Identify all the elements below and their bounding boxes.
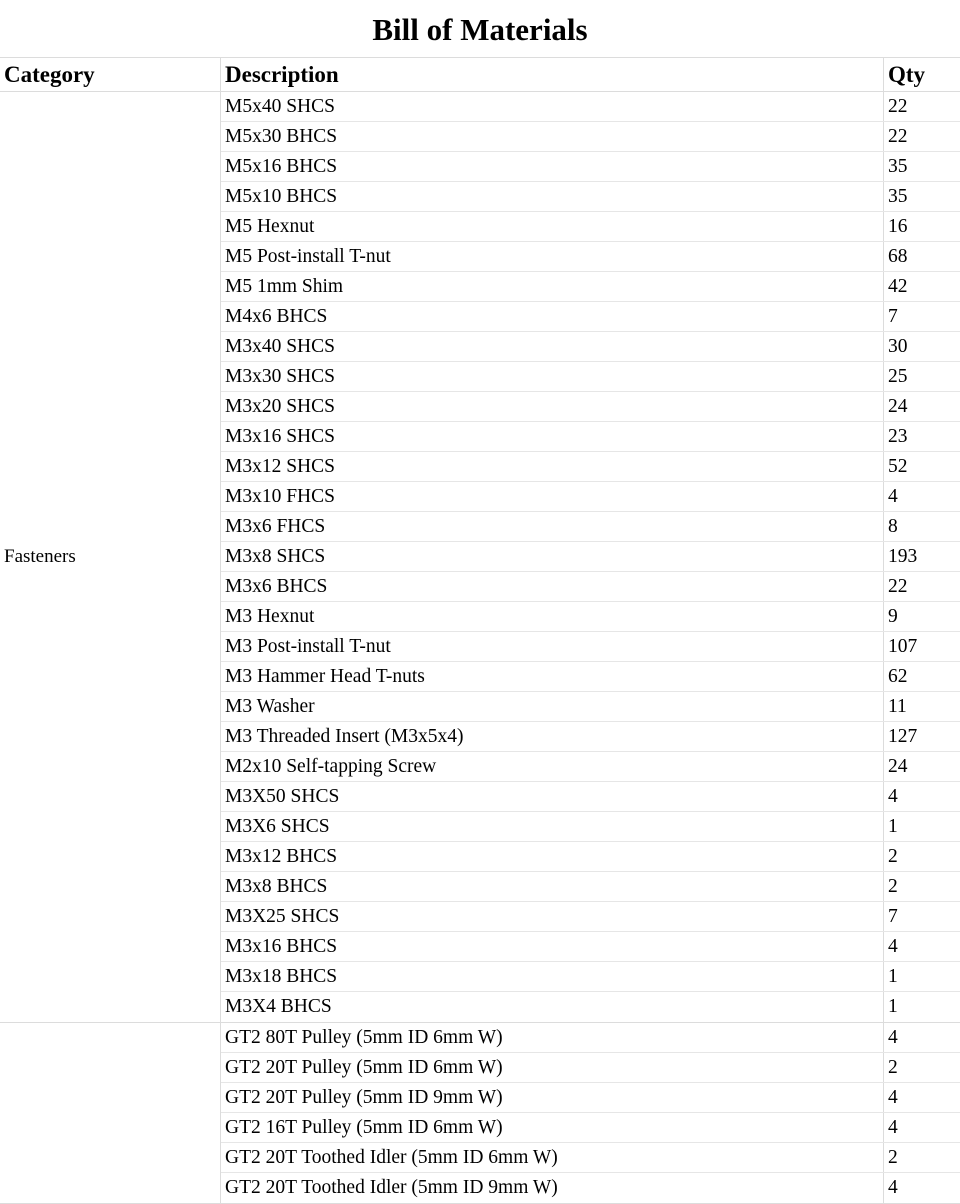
qty-cell[interactable]: 1 <box>888 966 898 987</box>
qty-cell[interactable]: 2 <box>888 846 898 867</box>
qty-cell[interactable]: 35 <box>888 186 908 207</box>
qty-cell[interactable]: 24 <box>888 756 908 777</box>
description-cell[interactable]: M5 1mm Shim <box>221 272 884 301</box>
group-rows <box>221 92 960 1022</box>
qty-cell[interactable]: 9 <box>888 606 898 627</box>
category-group <box>0 92 960 1023</box>
table-body <box>0 92 960 1204</box>
table-row <box>221 332 960 362</box>
table-row <box>221 182 960 212</box>
description-cell[interactable]: M3 Post-install T-nut <box>221 632 884 661</box>
qty-cell[interactable]: 42 <box>888 276 908 297</box>
description-cell[interactable]: GT2 20T Pulley (5mm ID 9mm W) <box>221 1083 884 1112</box>
description-cell[interactable]: M3x6 BHCS <box>221 572 884 601</box>
description-cell[interactable]: M3X4 BHCS <box>221 992 884 1022</box>
qty-cell[interactable]: 11 <box>888 696 907 717</box>
category-cell[interactable]: Fasteners <box>0 92 221 1022</box>
description-cell[interactable]: M5x30 BHCS <box>221 122 884 151</box>
description-cell[interactable]: M3x16 BHCS <box>221 932 884 961</box>
table-row <box>221 212 960 242</box>
description-cell[interactable]: GT2 20T Toothed Idler (5mm ID 9mm W) <box>221 1173 884 1203</box>
table-row <box>221 692 960 722</box>
description-cell[interactable]: M5x40 SHCS <box>221 92 884 121</box>
table-row <box>221 812 960 842</box>
description-cell[interactable]: M3x8 BHCS <box>221 872 884 901</box>
qty-cell[interactable]: 16 <box>888 216 908 237</box>
description-cell[interactable]: GT2 20T Pulley (5mm ID 6mm W) <box>221 1053 884 1082</box>
description-cell[interactable]: GT2 20T Toothed Idler (5mm ID 6mm W) <box>221 1143 884 1172</box>
table-row <box>221 632 960 662</box>
qty-cell[interactable]: 62 <box>888 666 908 687</box>
description-cell[interactable]: M5x10 BHCS <box>221 182 884 211</box>
table-row <box>221 422 960 452</box>
table-header <box>0 58 960 92</box>
qty-cell[interactable]: 127 <box>888 726 918 747</box>
description-cell[interactable]: M3x8 SHCS <box>221 542 884 571</box>
description-cell[interactable]: M3x12 BHCS <box>221 842 884 871</box>
table-row <box>221 512 960 542</box>
description-cell[interactable]: M3x30 SHCS <box>221 362 884 391</box>
table-row <box>221 1143 960 1173</box>
table-row <box>221 842 960 872</box>
qty-cell[interactable]: 4 <box>888 1117 898 1138</box>
description-cell[interactable]: M3 Washer <box>221 692 884 721</box>
qty-cell[interactable]: 4 <box>888 1027 898 1048</box>
description-cell[interactable]: M3x40 SHCS <box>221 332 884 361</box>
qty-cell[interactable]: 4 <box>888 1087 898 1108</box>
description-cell[interactable]: M3 Threaded Insert (M3x5x4) <box>221 722 884 751</box>
group-rows <box>221 1023 960 1203</box>
description-cell[interactable]: M3x18 BHCS <box>221 962 884 991</box>
qty-cell[interactable]: 8 <box>888 516 898 537</box>
table-row <box>221 752 960 782</box>
header-qty[interactable]: Qty <box>888 62 926 87</box>
table-row <box>221 1053 960 1083</box>
table-row <box>221 1023 960 1053</box>
table-row <box>221 1173 960 1203</box>
qty-cell[interactable]: 193 <box>888 546 918 567</box>
qty-cell[interactable]: 2 <box>888 1057 898 1078</box>
table-row <box>221 962 960 992</box>
table-row <box>221 482 960 512</box>
table-row <box>221 722 960 752</box>
description-cell[interactable]: GT2 16T Pulley (5mm ID 6mm W) <box>221 1113 884 1142</box>
page-title: Bill of Materials <box>372 11 588 47</box>
table-row <box>221 782 960 812</box>
qty-cell[interactable]: 35 <box>888 156 908 177</box>
description-cell[interactable]: M5 Hexnut <box>221 212 884 241</box>
description-cell[interactable]: M3 Hammer Head T-nuts <box>221 662 884 691</box>
description-cell[interactable]: M3x20 SHCS <box>221 392 884 421</box>
qty-cell[interactable]: 25 <box>888 366 908 387</box>
qty-cell[interactable]: 24 <box>888 396 908 417</box>
description-cell[interactable]: M3 Hexnut <box>221 602 884 631</box>
qty-cell[interactable]: 4 <box>888 936 898 957</box>
header-description[interactable]: Description <box>221 58 884 91</box>
description-cell[interactable]: GT2 80T Pulley (5mm ID 6mm W) <box>221 1023 884 1052</box>
qty-cell[interactable]: 4 <box>888 1177 898 1198</box>
table-row <box>221 242 960 272</box>
category-cell[interactable] <box>0 1023 221 1203</box>
qty-cell[interactable]: 22 <box>888 126 908 147</box>
table-row <box>221 872 960 902</box>
table-row <box>221 902 960 932</box>
table-row <box>221 92 960 122</box>
title-row <box>0 0 960 58</box>
table-row <box>221 662 960 692</box>
description-cell[interactable]: M2x10 Self-tapping Screw <box>221 752 884 781</box>
description-cell[interactable]: M4x6 BHCS <box>221 302 884 331</box>
qty-cell[interactable]: 52 <box>888 456 908 477</box>
qty-cell[interactable]: 2 <box>888 876 898 897</box>
qty-cell[interactable]: 4 <box>888 486 898 507</box>
header-category[interactable]: Category <box>0 58 221 91</box>
description-cell[interactable]: M5 Post-install T-nut <box>221 242 884 271</box>
table-row <box>221 362 960 392</box>
qty-cell[interactable]: 4 <box>888 786 898 807</box>
table-row <box>221 392 960 422</box>
table-row <box>221 542 960 572</box>
qty-cell[interactable]: 22 <box>888 576 908 597</box>
qty-cell[interactable]: 7 <box>888 906 898 927</box>
qty-cell[interactable]: 22 <box>888 96 908 117</box>
table-row <box>221 152 960 182</box>
qty-cell[interactable]: 30 <box>888 336 908 357</box>
table-row <box>221 272 960 302</box>
description-cell[interactable]: M3X25 SHCS <box>221 902 884 931</box>
table-row <box>221 302 960 332</box>
table-row <box>221 1083 960 1113</box>
description-cell[interactable]: M3X6 SHCS <box>221 812 884 841</box>
category-group <box>0 1023 960 1204</box>
table-row <box>221 992 960 1022</box>
description-cell[interactable]: M3x10 FHCS <box>221 482 884 511</box>
table-row <box>221 452 960 482</box>
table-row <box>221 932 960 962</box>
description-cell[interactable]: M3X50 SHCS <box>221 782 884 811</box>
table-row <box>221 602 960 632</box>
table-row <box>221 572 960 602</box>
table-row <box>221 122 960 152</box>
description-cell[interactable]: M3x12 SHCS <box>221 452 884 481</box>
qty-cell[interactable]: 23 <box>888 426 908 447</box>
description-cell[interactable]: M3x16 SHCS <box>221 422 884 451</box>
qty-cell[interactable]: 107 <box>888 636 918 657</box>
qty-cell[interactable]: 1 <box>888 996 898 1017</box>
qty-cell[interactable]: 68 <box>888 246 908 267</box>
table-row <box>221 1113 960 1143</box>
qty-cell[interactable]: 7 <box>888 306 898 327</box>
qty-cell[interactable]: 1 <box>888 816 898 837</box>
qty-cell[interactable]: 2 <box>888 1147 898 1168</box>
description-cell[interactable]: M5x16 BHCS <box>221 152 884 181</box>
description-cell[interactable]: M3x6 FHCS <box>221 512 884 541</box>
